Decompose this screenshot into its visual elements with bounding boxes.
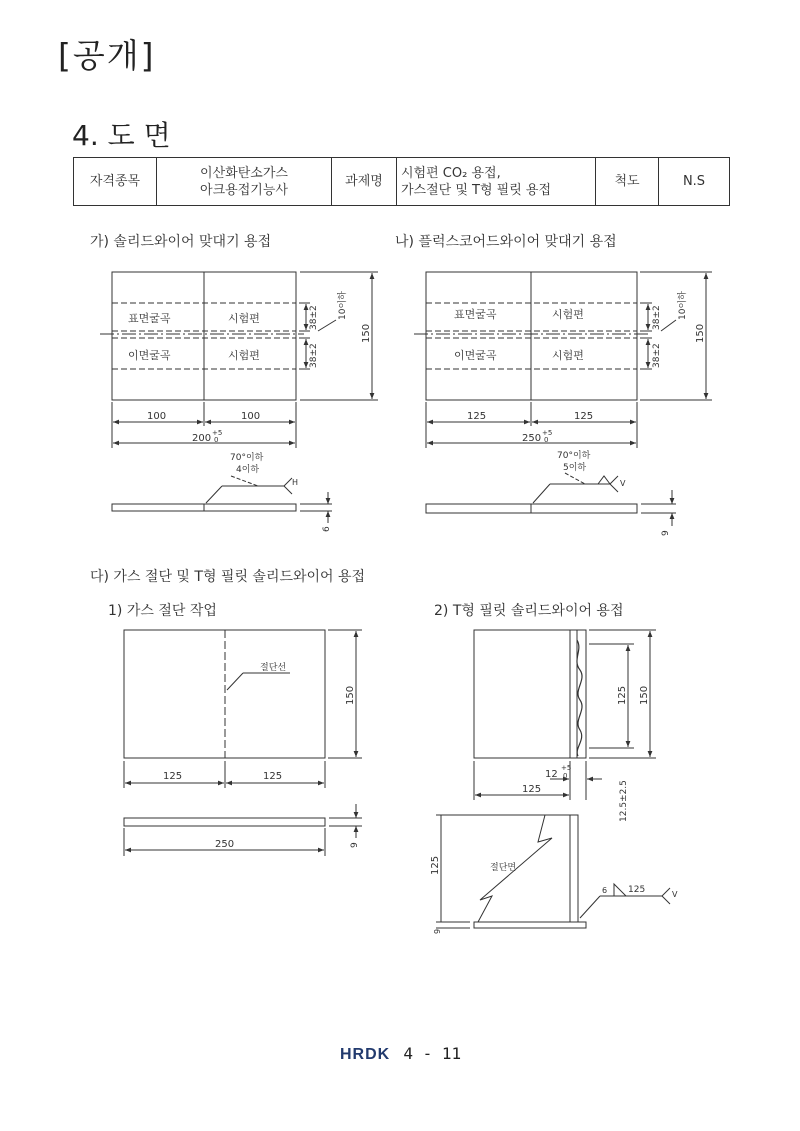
section-da-title: 다) 가스 절단 및 T형 필릿 솔리드와이어 용접 <box>90 569 366 585</box>
qual-label: 자격종목 <box>74 158 157 206</box>
na-angle: 70°이하 <box>557 451 591 461</box>
da1-w1: 125 <box>163 771 183 782</box>
na-tol-top: 38±2 <box>652 305 662 330</box>
ga-tol-plus: +5 <box>212 429 223 437</box>
ga-test-piece-2: 시험편 <box>228 349 260 362</box>
na-total: 250 <box>522 433 542 444</box>
da2-weld-sym: V <box>672 890 678 899</box>
da2-offset-tol-zero: 0 <box>563 772 568 780</box>
disclosure-label: [공개] <box>58 36 156 75</box>
section-na-title: 나) 플럭스코어드와이어 맞대기 용접 <box>395 234 617 250</box>
section-da2-title: 2) T형 필릿 솔리드와이어 용접 <box>434 603 624 619</box>
da2-offset-tol-plus: +5 <box>561 764 572 772</box>
ga-root-bend: 이면굴곡 <box>128 349 171 362</box>
na-weld-sym: V <box>620 479 626 488</box>
na-test-piece-2: 시험편 <box>552 349 584 362</box>
na-thick: 9 <box>661 530 671 536</box>
figure-da2 <box>430 630 678 934</box>
ga-weld-sym: H <box>292 478 299 487</box>
ga-w2: 100 <box>241 411 261 422</box>
da2-width: 125 <box>522 784 542 795</box>
da2-height-inner: 125 <box>617 685 628 705</box>
figure-ga <box>100 272 378 532</box>
ga-test-piece-1: 시험편 <box>228 312 260 325</box>
na-w2: 125 <box>574 411 594 422</box>
na-height: 150 <box>695 323 706 343</box>
da2-weld-bead <box>577 640 582 756</box>
page-number: 4 - 11 <box>403 1044 462 1063</box>
ga-total: 200 <box>192 433 212 444</box>
scale-label: 척도 <box>596 158 659 206</box>
da2-fillet-len: 125 <box>628 885 646 895</box>
da2-thick: 9 <box>433 928 442 934</box>
na-gap: 5이하 <box>563 463 587 473</box>
na-tol-plus: +5 <box>542 429 553 437</box>
da2-fillet: 6 <box>602 886 608 895</box>
section-ga-title: 가) 솔리드와이어 맞대기 용접 <box>90 234 272 250</box>
da2-cut-face: 절단면 <box>490 863 517 873</box>
da2-offset: 12 <box>545 769 558 780</box>
na-root-bend: 이면굴곡 <box>454 349 497 362</box>
da1-cut-line: 절단선 <box>260 663 287 673</box>
ga-gap: 4이하 <box>236 465 260 475</box>
figure-da1 <box>124 630 362 856</box>
scale-value: N.S <box>659 158 730 206</box>
hrdk-logo: HRDK <box>340 1046 391 1063</box>
ga-tol-zero: 0 <box>214 436 219 444</box>
da2-plate-base <box>474 922 586 928</box>
na-tol-zero: 0 <box>544 436 549 444</box>
da1-thick: 9 <box>350 842 360 848</box>
ga-tol-top: 38±2 <box>309 305 319 330</box>
qual-value: 이산화탄소가스 아크용접기능사 <box>157 158 332 206</box>
task-label: 과제명 <box>332 158 397 206</box>
na-w1: 125 <box>467 411 487 422</box>
ga-face-bend: 표면굴곡 <box>128 312 171 325</box>
task-value: 시험편 CO₂ 용접, 가스절단 및 T형 필릿 용접 <box>397 158 596 206</box>
da1-plate-section <box>124 818 325 826</box>
da2-height-outer: 150 <box>639 685 650 705</box>
page-footer <box>340 1044 461 1064</box>
da1-plate <box>124 630 325 758</box>
ga-height: 150 <box>361 323 372 343</box>
na-face-bend: 표면굴곡 <box>454 308 497 321</box>
da1-height: 150 <box>345 685 356 705</box>
da2-side: 12.5±2.5 <box>619 780 629 822</box>
ga-angle: 70°이하 <box>230 453 264 463</box>
figure-na <box>414 272 712 536</box>
da1-w2: 125 <box>263 771 283 782</box>
na-min10: 10이하 <box>678 291 688 320</box>
ga-w1: 100 <box>147 411 167 422</box>
da2-plate-top <box>474 630 586 758</box>
na-tol-bottom: 38±2 <box>652 343 662 368</box>
na-test-piece-1: 시험편 <box>552 308 584 321</box>
ga-tol-bottom: 38±2 <box>309 343 319 368</box>
da2-plate-vertical <box>570 815 578 922</box>
ga-thick: 6 <box>322 526 332 532</box>
section-da1-title: 1) 가스 절단 작업 <box>108 603 217 619</box>
da2-height-iso: 125 <box>430 855 441 875</box>
section-heading: 4. 도 면 <box>72 119 171 152</box>
da1-total: 250 <box>215 839 235 850</box>
ga-min10: 10이하 <box>338 291 348 320</box>
